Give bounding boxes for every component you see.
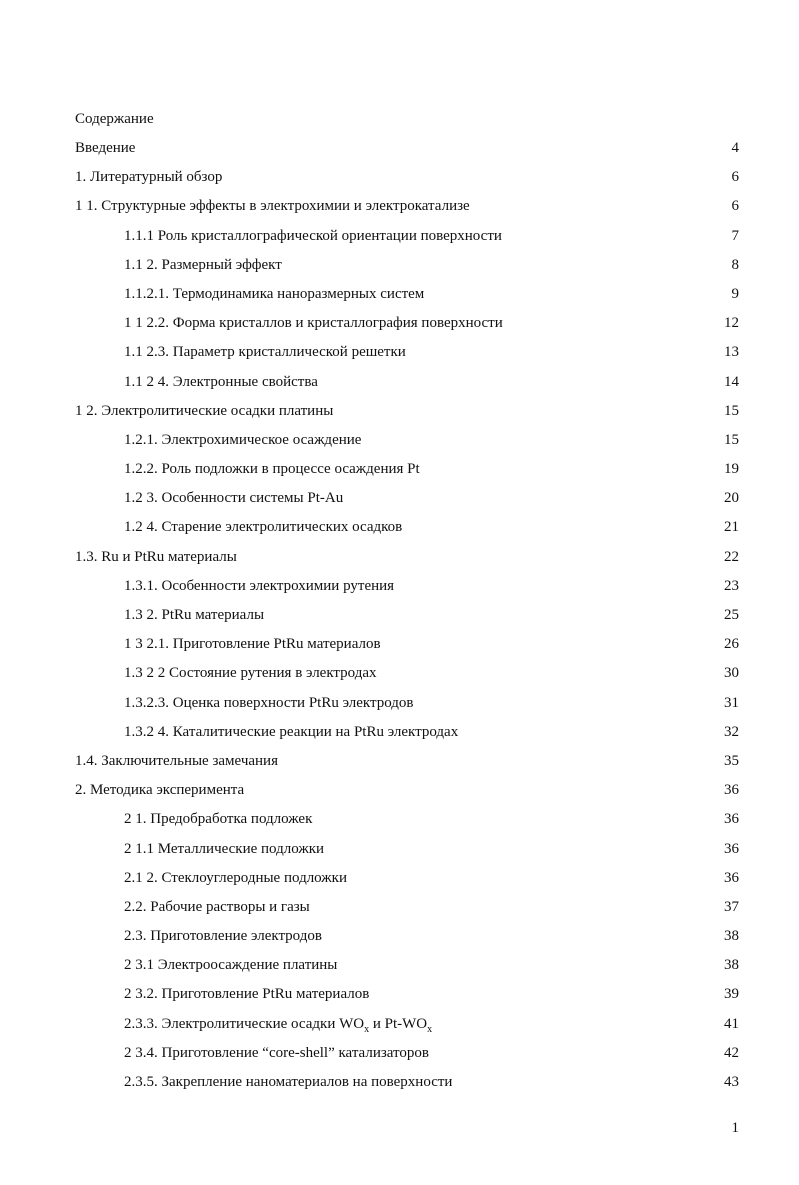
toc-entry (0, 663, 799, 692)
toc-entry (0, 926, 799, 955)
toc-entry-title: 1.2.1. Электрохимическое осаждение (124, 431, 362, 448)
toc-entry-title: 2 3.2. Приготовление PtRu материалов (124, 986, 370, 1003)
toc-entry-page: 15 (724, 431, 739, 448)
toc-entry-page: 12 (724, 315, 739, 332)
toc-entry-page: 43 (724, 1074, 739, 1090)
toc-entry-page: 25 (724, 607, 739, 623)
toc-entry (0, 1072, 799, 1101)
toc-entry-page: 39 (724, 986, 739, 1003)
toc-entry (0, 138, 799, 167)
toc-entry-page: 30 (724, 665, 739, 682)
toc-entry-page: 22 (724, 548, 739, 565)
toc-entry-title: 2 3.1 Электроосаждение платины (124, 957, 338, 974)
toc-entry-page: 8 (731, 256, 739, 273)
toc-entry-page: 35 (724, 752, 739, 769)
toc-entry-title (124, 1014, 432, 1034)
toc-entry (0, 605, 799, 634)
toc-entry-title: 1. Литературный обзор (75, 169, 223, 186)
toc-entry-title: 2.1 2. Стеклоуглеродные подложки (124, 869, 347, 886)
toc-entry (0, 284, 799, 313)
toc-entry (0, 517, 799, 546)
toc-entry (0, 868, 799, 897)
toc-entry-title: 1.3.2 4. Каталитические реакции на PtRu электродах (124, 723, 459, 740)
toc-entry-title: 1.1 2.3. Параметр кристаллической решетки (124, 344, 406, 361)
toc-entry (0, 547, 799, 576)
page-number: 1 (731, 1120, 739, 1136)
toc-entry-title: 1.3. Ru и PtRu материалы (75, 548, 237, 565)
toc-entry-title: 1.3 2 2 Состояние рутения в электродах (124, 665, 377, 682)
toc-entry-title: 2.3.5. Закрепление наноматериалов на поверхности (124, 1074, 453, 1090)
subscript-x: x (364, 1023, 370, 1035)
toc-entry-page: 21 (724, 519, 739, 536)
toc-entry-title: 1.2.2. Роль подложки в процессе осаждения Pt (124, 461, 420, 478)
toc-entry-page: 26 (724, 636, 739, 653)
toc-entry (0, 576, 799, 605)
toc-entry-title: 1.1.2.1. Термодинамика наноразмерных систем (124, 285, 425, 302)
toc-entry-page: 19 (724, 461, 739, 478)
toc-entry (0, 196, 799, 225)
toc-entry-page: 23 (724, 577, 739, 594)
toc-entry-title: 1.1.1 Роль кристаллографической ориентации поверхности (124, 227, 502, 244)
toc-entry-title: 2 3.4. Приготовление “core-shell” катализаторов (124, 1044, 429, 1061)
toc-entry (0, 1043, 799, 1072)
toc-entry (0, 634, 799, 663)
toc-entry-page: 14 (724, 373, 739, 390)
toc-entry (0, 372, 799, 401)
toc-entry (0, 430, 799, 459)
toc-entry (0, 955, 799, 984)
subscript-x: x (427, 1023, 433, 1035)
toc-entry-title: 1 1 2.2. Форма кристаллов и кристаллография поверхности (124, 315, 503, 332)
toc-entry (0, 751, 799, 780)
toc-entry-title: 1.3.1. Особенности электрохимии рутения (124, 577, 395, 594)
toc-entry-title: 2.3. Приготовление электродов (124, 928, 322, 945)
toc-entry-page: 7 (731, 227, 739, 244)
toc-entry-title: 1.4. Заключительные замечания (75, 752, 278, 769)
toc-entry-title: 1.3.2.3. Оценка поверхности PtRu электродов (124, 694, 414, 711)
toc-entry-page: 9 (731, 285, 739, 302)
toc-entry (0, 809, 799, 838)
toc-entry-page: 4 (731, 140, 739, 156)
toc-entry-page: 36 (724, 811, 739, 828)
toc-entry (0, 313, 799, 342)
toc-entry (0, 401, 799, 430)
toc-entry-title: 1.2 3. Особенности системы Pt-Au (124, 490, 344, 507)
toc-entry-title: 2. Методика эксперимента (75, 782, 245, 799)
toc-entry-page: 31 (724, 694, 739, 711)
toc-entry (0, 722, 799, 751)
toc-entry-page: 38 (724, 957, 739, 974)
toc-entry-page: 37 (724, 898, 739, 915)
toc-entry (0, 1014, 799, 1043)
toc-entry (0, 226, 799, 255)
toc-entry-title-part: 2.3.3. Электролитические осадки WO (124, 1015, 365, 1032)
toc-entry (0, 984, 799, 1013)
toc-entry-page: 36 (724, 869, 739, 886)
toc-entry-page: 38 (724, 928, 739, 945)
toc-entry-page: 36 (724, 782, 739, 799)
toc-entry-page: 6 (731, 198, 739, 215)
toc-entry-title: 2 1. Предобработка подложек (124, 811, 313, 828)
toc-entry-page: 6 (731, 169, 739, 186)
toc-entry-title: 1.2 4. Старение электролитических осадков (124, 519, 403, 536)
toc-entry (0, 839, 799, 868)
toc-entry (0, 167, 799, 196)
toc-entry-title-part: и Pt-WO (369, 1015, 428, 1032)
toc-entry-page: 15 (724, 402, 739, 419)
toc-entry-page: 32 (724, 723, 739, 740)
toc-entry-title: 1.1 2 4. Электронные свойства (124, 373, 318, 390)
toc-entry-title: 2 1.1 Металлические подложки (124, 840, 325, 857)
toc-entry (0, 693, 799, 722)
toc-entry-title: 1 1. Структурные эффекты в электрохимии и электрокатализе (75, 198, 470, 215)
toc-entry-title: 1 3 2.1. Приготовление PtRu материалов (124, 636, 381, 653)
toc-entry-title: 2.2. Рабочие растворы и газы (124, 898, 310, 915)
toc-entry-page: 36 (724, 840, 739, 857)
toc-entry-page: 13 (724, 344, 739, 361)
toc-heading: Содержание (75, 111, 154, 127)
toc-entry (0, 459, 799, 488)
toc-entry-title: 1 2. Электролитические осадки платины (75, 402, 334, 419)
toc-entry (0, 780, 799, 809)
toc-entry (0, 342, 799, 371)
toc-entry (0, 488, 799, 517)
toc-entry-page: 42 (724, 1044, 739, 1061)
toc-entry-title: 1.3 2. PtRu материалы (124, 607, 265, 623)
toc-entry-title: Введение (75, 140, 136, 156)
toc-entry (0, 897, 799, 926)
toc-entry (0, 255, 799, 284)
toc-entry-title: 1.1 2. Размерный эффект (124, 256, 282, 273)
toc-entry-page: 20 (724, 490, 739, 507)
table-of-contents (0, 138, 799, 1101)
toc-entry-page: 41 (724, 1015, 739, 1032)
